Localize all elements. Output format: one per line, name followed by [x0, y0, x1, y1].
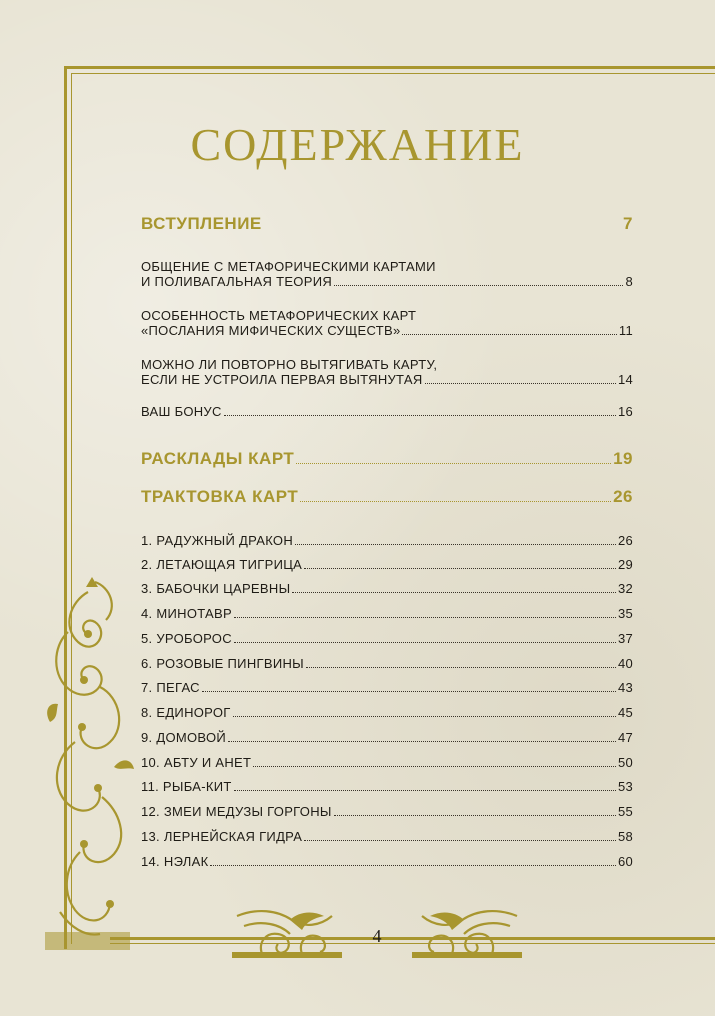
toc-entry [141, 854, 633, 869]
toc-entry [141, 779, 633, 794]
entry-page: 55 [617, 804, 633, 819]
dot-leader [210, 865, 615, 866]
dot-leader [224, 415, 616, 416]
entry-page: 37 [617, 631, 633, 646]
entry-title: 13. ЛЕРНЕЙСКАЯ ГИДРА [141, 829, 303, 844]
entry-title: 11. РЫБА-КИТ [141, 779, 232, 794]
section-title: ТРАКТОВКА КАРТ [141, 487, 299, 506]
toc-section-layouts [141, 449, 633, 469]
entry-title: 2. ЛЕТАЮЩАЯ ТИГРИЦА [141, 557, 303, 572]
dot-leader [334, 815, 616, 816]
dot-leader [304, 840, 616, 841]
entry-page: 26 [617, 533, 633, 548]
toc-entry [141, 259, 633, 289]
toc-entry [141, 730, 633, 745]
entry-title-line1: ОБЩЕНИЕ С МЕТАФОРИЧЕСКИМИ КАРТАМИ [141, 259, 436, 274]
entry-page: 50 [617, 755, 633, 770]
entry-title-line2: «ПОСЛАНИЯ МИФИЧЕСКИХ СУЩЕСТВ» [141, 323, 401, 338]
toc-entry [141, 404, 633, 419]
entry-title: 8. ЕДИНОРОГ [141, 705, 231, 720]
toc-entry [141, 804, 633, 819]
entry-page: 53 [617, 779, 633, 794]
dot-leader [234, 642, 616, 643]
toc-entry [141, 829, 633, 844]
toc-section-intro [141, 214, 633, 234]
entry-page: 45 [617, 705, 633, 720]
entry-page: 35 [617, 606, 633, 621]
entry-page: 14 [617, 372, 633, 387]
entry-title: 10. АБТУ И АНЕТ [141, 755, 252, 770]
entry-title: 12. ЗМЕИ МЕДУЗЫ ГОРГОНЫ [141, 804, 332, 819]
dot-leader [233, 716, 616, 717]
toc-entry [141, 606, 633, 621]
page-title: СОДЕРЖАНИЕ [190, 119, 525, 170]
dot-leader [253, 766, 616, 767]
section-title: РАСКЛАДЫ КАРТ [141, 449, 295, 468]
entry-title: 5. УРОБОРОС [141, 631, 232, 646]
section-page: 19 [613, 449, 633, 468]
entry-title: 9. ДОМОВОЙ [141, 730, 227, 745]
toc-entry [141, 705, 633, 720]
entry-title-line2: ЕСЛИ НЕ УСТРОИЛА ПЕРВАЯ ВЫТЯНУТАЯ [141, 372, 423, 387]
entry-page: 47 [617, 730, 633, 745]
toc-entry [141, 656, 633, 671]
toc-entry [141, 557, 633, 572]
entry-title: 1. РАДУЖНЫЙ ДРАКОН [141, 533, 294, 548]
dot-leader [234, 617, 616, 618]
dot-leader [306, 667, 616, 668]
dot-leader [228, 741, 616, 742]
dot-leader [304, 568, 616, 569]
toc-entry [141, 581, 633, 596]
entry-page: 8 [625, 274, 633, 289]
dot-leader [300, 501, 611, 502]
entry-title-line1: МОЖНО ЛИ ПОВТОРНО ВЫТЯГИВАТЬ КАРТУ, [141, 357, 438, 372]
entry-title: 7. ПЕГАС [141, 680, 200, 695]
entry-title: 14. НЭЛАК [141, 854, 209, 869]
entry-title: 3. БАБОЧКИ ЦАРЕВНЫ [141, 581, 291, 596]
entry-page: 43 [617, 680, 633, 695]
toc-entry [141, 357, 633, 387]
toc-section-interpretation [141, 487, 633, 507]
dot-leader [202, 691, 616, 692]
dot-leader [402, 334, 616, 335]
entry-page: 16 [617, 404, 633, 419]
dot-leader [296, 463, 611, 464]
dot-leader [292, 592, 616, 593]
dot-leader [425, 383, 616, 384]
entry-title: 6. РОЗОВЫЕ ПИНГВИНЫ [141, 656, 304, 671]
entry-title: ВАШ БОНУС [141, 404, 222, 419]
toc-entry [141, 755, 633, 770]
entry-page: 60 [617, 854, 633, 869]
toc-entry [141, 680, 633, 695]
section-page: 26 [613, 487, 633, 506]
entry-page: 32 [617, 581, 633, 596]
dot-leader [234, 790, 616, 791]
entry-title-line1: ОСОБЕННОСТЬ МЕТАФОРИЧЕСКИХ КАРТ [141, 308, 417, 323]
dot-leader [334, 285, 623, 286]
entry-page: 11 [618, 323, 633, 338]
section-page: 7 [623, 214, 633, 233]
entry-title-line2: И ПОЛИВАГАЛЬНАЯ ТЕОРИЯ [141, 274, 333, 289]
entry-page: 40 [617, 656, 633, 671]
griffin-ornament-right-icon [412, 906, 522, 958]
griffin-ornament-left-icon [232, 906, 342, 958]
floral-ornament-icon [40, 572, 135, 952]
toc-entry [141, 308, 633, 338]
dot-leader [295, 544, 616, 545]
toc-entry [141, 631, 633, 646]
toc-entry [141, 533, 633, 548]
entry-page: 58 [617, 829, 633, 844]
entry-page: 29 [617, 557, 633, 572]
entry-title: 4. МИНОТАВР [141, 606, 232, 621]
page-number: 4 [372, 926, 382, 946]
section-title: ВСТУПЛЕНИЕ [141, 214, 262, 233]
